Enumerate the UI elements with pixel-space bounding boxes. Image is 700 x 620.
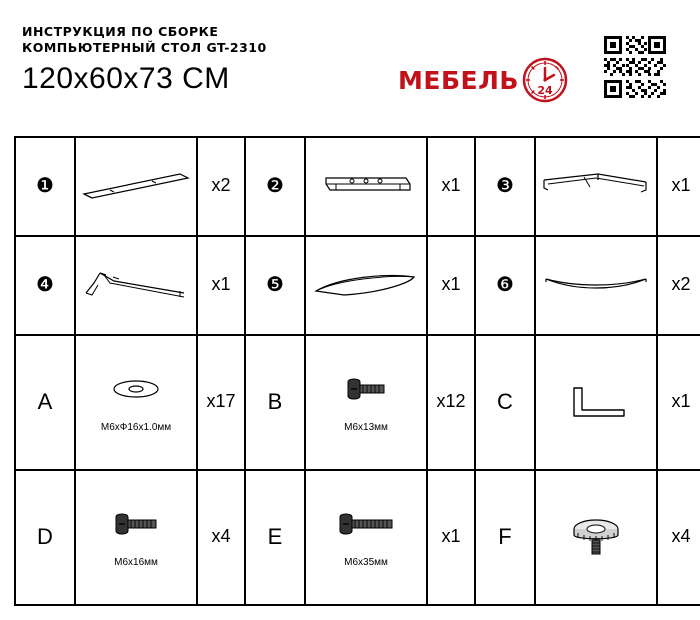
part-id-label: A xyxy=(37,388,53,414)
part-qty-label: x1 xyxy=(211,274,231,295)
bolt-35-part xyxy=(310,507,422,541)
shelf-panel-part xyxy=(310,263,422,307)
part-image-cell xyxy=(535,470,657,605)
part-qty-cell xyxy=(427,335,475,470)
washer-part xyxy=(80,372,192,406)
part-qty-cell xyxy=(197,137,245,236)
part-image-cell xyxy=(75,137,197,236)
part-image-cell xyxy=(535,137,657,236)
part-image-cell xyxy=(75,335,197,470)
allen-key-part xyxy=(540,380,652,424)
part-qty-label: x17 xyxy=(206,391,236,412)
table-row xyxy=(15,470,700,605)
product-dimensions: 120x60x73 CM xyxy=(22,62,230,95)
part-qty-cell xyxy=(427,470,475,605)
part-qty-label: x1 xyxy=(441,526,461,547)
part-qty-cell xyxy=(657,470,700,605)
part-spec-label: M6xФ16x1.0мм xyxy=(100,421,172,433)
frame-leg-part xyxy=(80,263,192,307)
part-id-label: ❹ xyxy=(36,272,54,297)
clock-number: 24 xyxy=(537,84,553,97)
part-qty-label: x12 xyxy=(436,391,466,412)
part-id-cell xyxy=(475,470,535,605)
part-image-cell xyxy=(305,236,427,335)
part-id-cell xyxy=(245,335,305,470)
part-qty-label: x4 xyxy=(671,526,691,547)
qr-code-icon xyxy=(602,34,668,100)
title-block xyxy=(22,24,267,96)
bracket-plate-part xyxy=(310,164,422,208)
part-id-cell xyxy=(245,470,305,605)
parts-table xyxy=(14,136,700,606)
brand-logo xyxy=(398,56,569,104)
part-id-cell xyxy=(475,236,535,335)
part-qty-cell xyxy=(197,236,245,335)
part-id-label: C xyxy=(497,388,513,414)
part-qty-cell xyxy=(427,137,475,236)
part-id-cell xyxy=(475,335,535,470)
part-qty-cell xyxy=(657,137,700,236)
part-spec-label: M6x16мм xyxy=(114,556,158,568)
table-row xyxy=(15,335,700,470)
part-qty-label: x1 xyxy=(441,175,461,196)
table-row xyxy=(15,236,700,335)
part-qty-cell xyxy=(197,470,245,605)
bolt-16-part xyxy=(80,507,192,541)
curved-bar-part xyxy=(540,263,652,307)
table-row xyxy=(15,137,700,236)
part-id-cell xyxy=(15,470,75,605)
part-id-label: E xyxy=(267,523,283,549)
part-qty-label: x1 xyxy=(671,391,691,412)
instruction-title-line1: ИНСТРУКЦИЯ ПО СБОРКЕ xyxy=(22,24,219,39)
part-id-label: D xyxy=(37,523,53,549)
part-id-label: ❶ xyxy=(36,173,54,198)
part-id-cell xyxy=(475,137,535,236)
part-qty-label: x2 xyxy=(211,175,231,196)
part-image-cell xyxy=(535,335,657,470)
clock-icon xyxy=(521,56,569,104)
part-image-cell xyxy=(305,335,427,470)
document-header xyxy=(0,0,700,120)
part-qty-cell xyxy=(197,335,245,470)
part-spec-label: M6x35мм xyxy=(344,556,388,568)
part-id-cell xyxy=(245,236,305,335)
part-id-label: ❻ xyxy=(496,272,514,297)
brand-logo-text: МЕБЕЛЬ xyxy=(398,65,519,95)
part-image-cell xyxy=(75,236,197,335)
part-qty-cell xyxy=(657,335,700,470)
part-qty-cell xyxy=(657,236,700,335)
part-image-cell xyxy=(305,137,427,236)
part-qty-label: x1 xyxy=(441,274,461,295)
part-image-cell xyxy=(305,470,427,605)
short-bolt-part xyxy=(310,372,422,406)
part-id-label: ❸ xyxy=(496,173,514,198)
part-id-cell xyxy=(15,335,75,470)
part-id-cell xyxy=(15,137,75,236)
part-id-label: ❺ xyxy=(266,272,284,297)
part-image-cell xyxy=(75,470,197,605)
part-image-cell xyxy=(535,236,657,335)
parts-table-wrapper xyxy=(14,136,691,606)
part-qty-cell xyxy=(427,236,475,335)
part-spec-label: M6x13мм xyxy=(344,421,388,433)
instruction-title-line2: КОМПЬЮТЕРНЫЙ СТОЛ GT-2310 xyxy=(22,40,267,55)
part-id-cell xyxy=(15,236,75,335)
part-qty-label: x4 xyxy=(211,526,231,547)
part-id-label: B xyxy=(267,388,283,414)
frame-crossbar-part xyxy=(540,164,652,208)
part-id-label: F xyxy=(498,523,512,549)
part-id-cell xyxy=(245,137,305,236)
part-qty-label: x1 xyxy=(671,175,691,196)
long-rail-part xyxy=(80,164,192,208)
part-id-label: ❷ xyxy=(266,173,284,198)
knob-screw-part xyxy=(540,513,652,561)
part-qty-label: x2 xyxy=(671,274,691,295)
